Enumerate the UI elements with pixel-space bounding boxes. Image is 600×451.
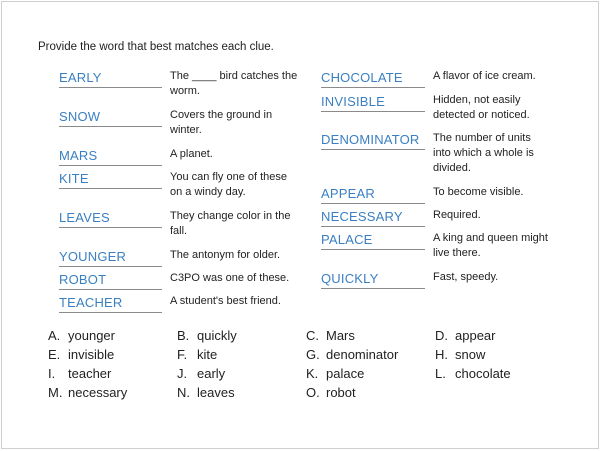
word-bank-item: G. denominator [306,347,399,362]
clue-entry [59,206,298,239]
clue-text: You can fly one of these on a windy day. [170,171,288,198]
clue-entry [321,205,551,227]
clue-text: Fast, speedy. [433,271,499,283]
clue-text: Covers the ground in winter. [170,109,273,136]
clue-entry [59,245,298,267]
clue-text: C3PO was one of these. [170,272,290,284]
answer-field[interactable]: DENOMINATOR [321,128,425,150]
word-bank-item: K. palace [306,366,365,381]
answer-field[interactable]: QUICKLY [321,267,425,289]
clue-text: They change color in the fall. [170,210,291,237]
word-bank-item: D. appear [435,328,496,343]
instructions: Provide the word that best matches each clue. [38,41,274,53]
clue-entry [321,182,551,204]
clue-text: A planet. [170,148,213,160]
answer-field[interactable]: KITE [59,167,162,189]
clue-entry [59,268,298,290]
clue-entry [321,128,551,176]
answer-field[interactable]: LEAVES [59,206,162,228]
word-bank-item: M. necessary [48,385,128,400]
clue-text: A student's best friend. [170,295,281,307]
word-bank-item: L. chocolate [435,366,511,381]
answer-field[interactable]: MARS [59,144,162,166]
word-bank-item: I. teacher [48,366,112,381]
word-bank-item: H. snow [435,347,486,362]
clue-text: The antonym for older. [170,249,281,261]
word-bank-item: F. kite [177,347,218,362]
clue-entry [321,66,551,88]
clue-text: A king and queen might live there. [433,232,548,259]
clue-text: Required. [433,209,481,221]
answer-field[interactable]: PALACE [321,228,425,250]
word-bank-item: N. leaves [177,385,235,400]
clue-entry [321,90,551,123]
clue-entry [59,167,298,200]
word-bank-item: E. invisible [48,347,115,362]
clue-entry [59,144,298,166]
answer-field[interactable]: YOUNGER [59,245,162,267]
clue-text: Hidden, not easily detected or noticed. [433,94,530,121]
answer-field[interactable]: INVISIBLE [321,90,425,112]
answer-field[interactable]: TEACHER [59,291,162,313]
worksheet-page [1,1,599,449]
clue-entry [59,291,298,313]
clue-text: The ____ bird catches the worm. [170,70,298,97]
word-bank-item: O. robot [306,385,356,400]
answer-field[interactable]: EARLY [59,66,162,88]
clue-text: A flavor of ice cream. [433,70,536,82]
clue-entry [321,267,551,289]
answer-field[interactable]: ROBOT [59,268,162,290]
clue-entry [321,228,551,261]
word-bank-item: J. early [177,366,226,381]
word-bank-item: C. Mars [306,328,355,343]
clue-entry [59,66,298,99]
answer-field[interactable]: CHOCOLATE [321,66,425,88]
clue-entry [59,105,298,138]
answer-field[interactable]: SNOW [59,105,162,127]
answer-field[interactable]: NECESSARY [321,205,425,227]
word-bank-item: A. younger [48,328,115,343]
word-bank-item: B. quickly [177,328,237,343]
clue-text: The number of units into which a whole is divided. [433,132,534,174]
clue-text: To become visible. [433,186,524,198]
answer-field[interactable]: APPEAR [321,182,425,204]
